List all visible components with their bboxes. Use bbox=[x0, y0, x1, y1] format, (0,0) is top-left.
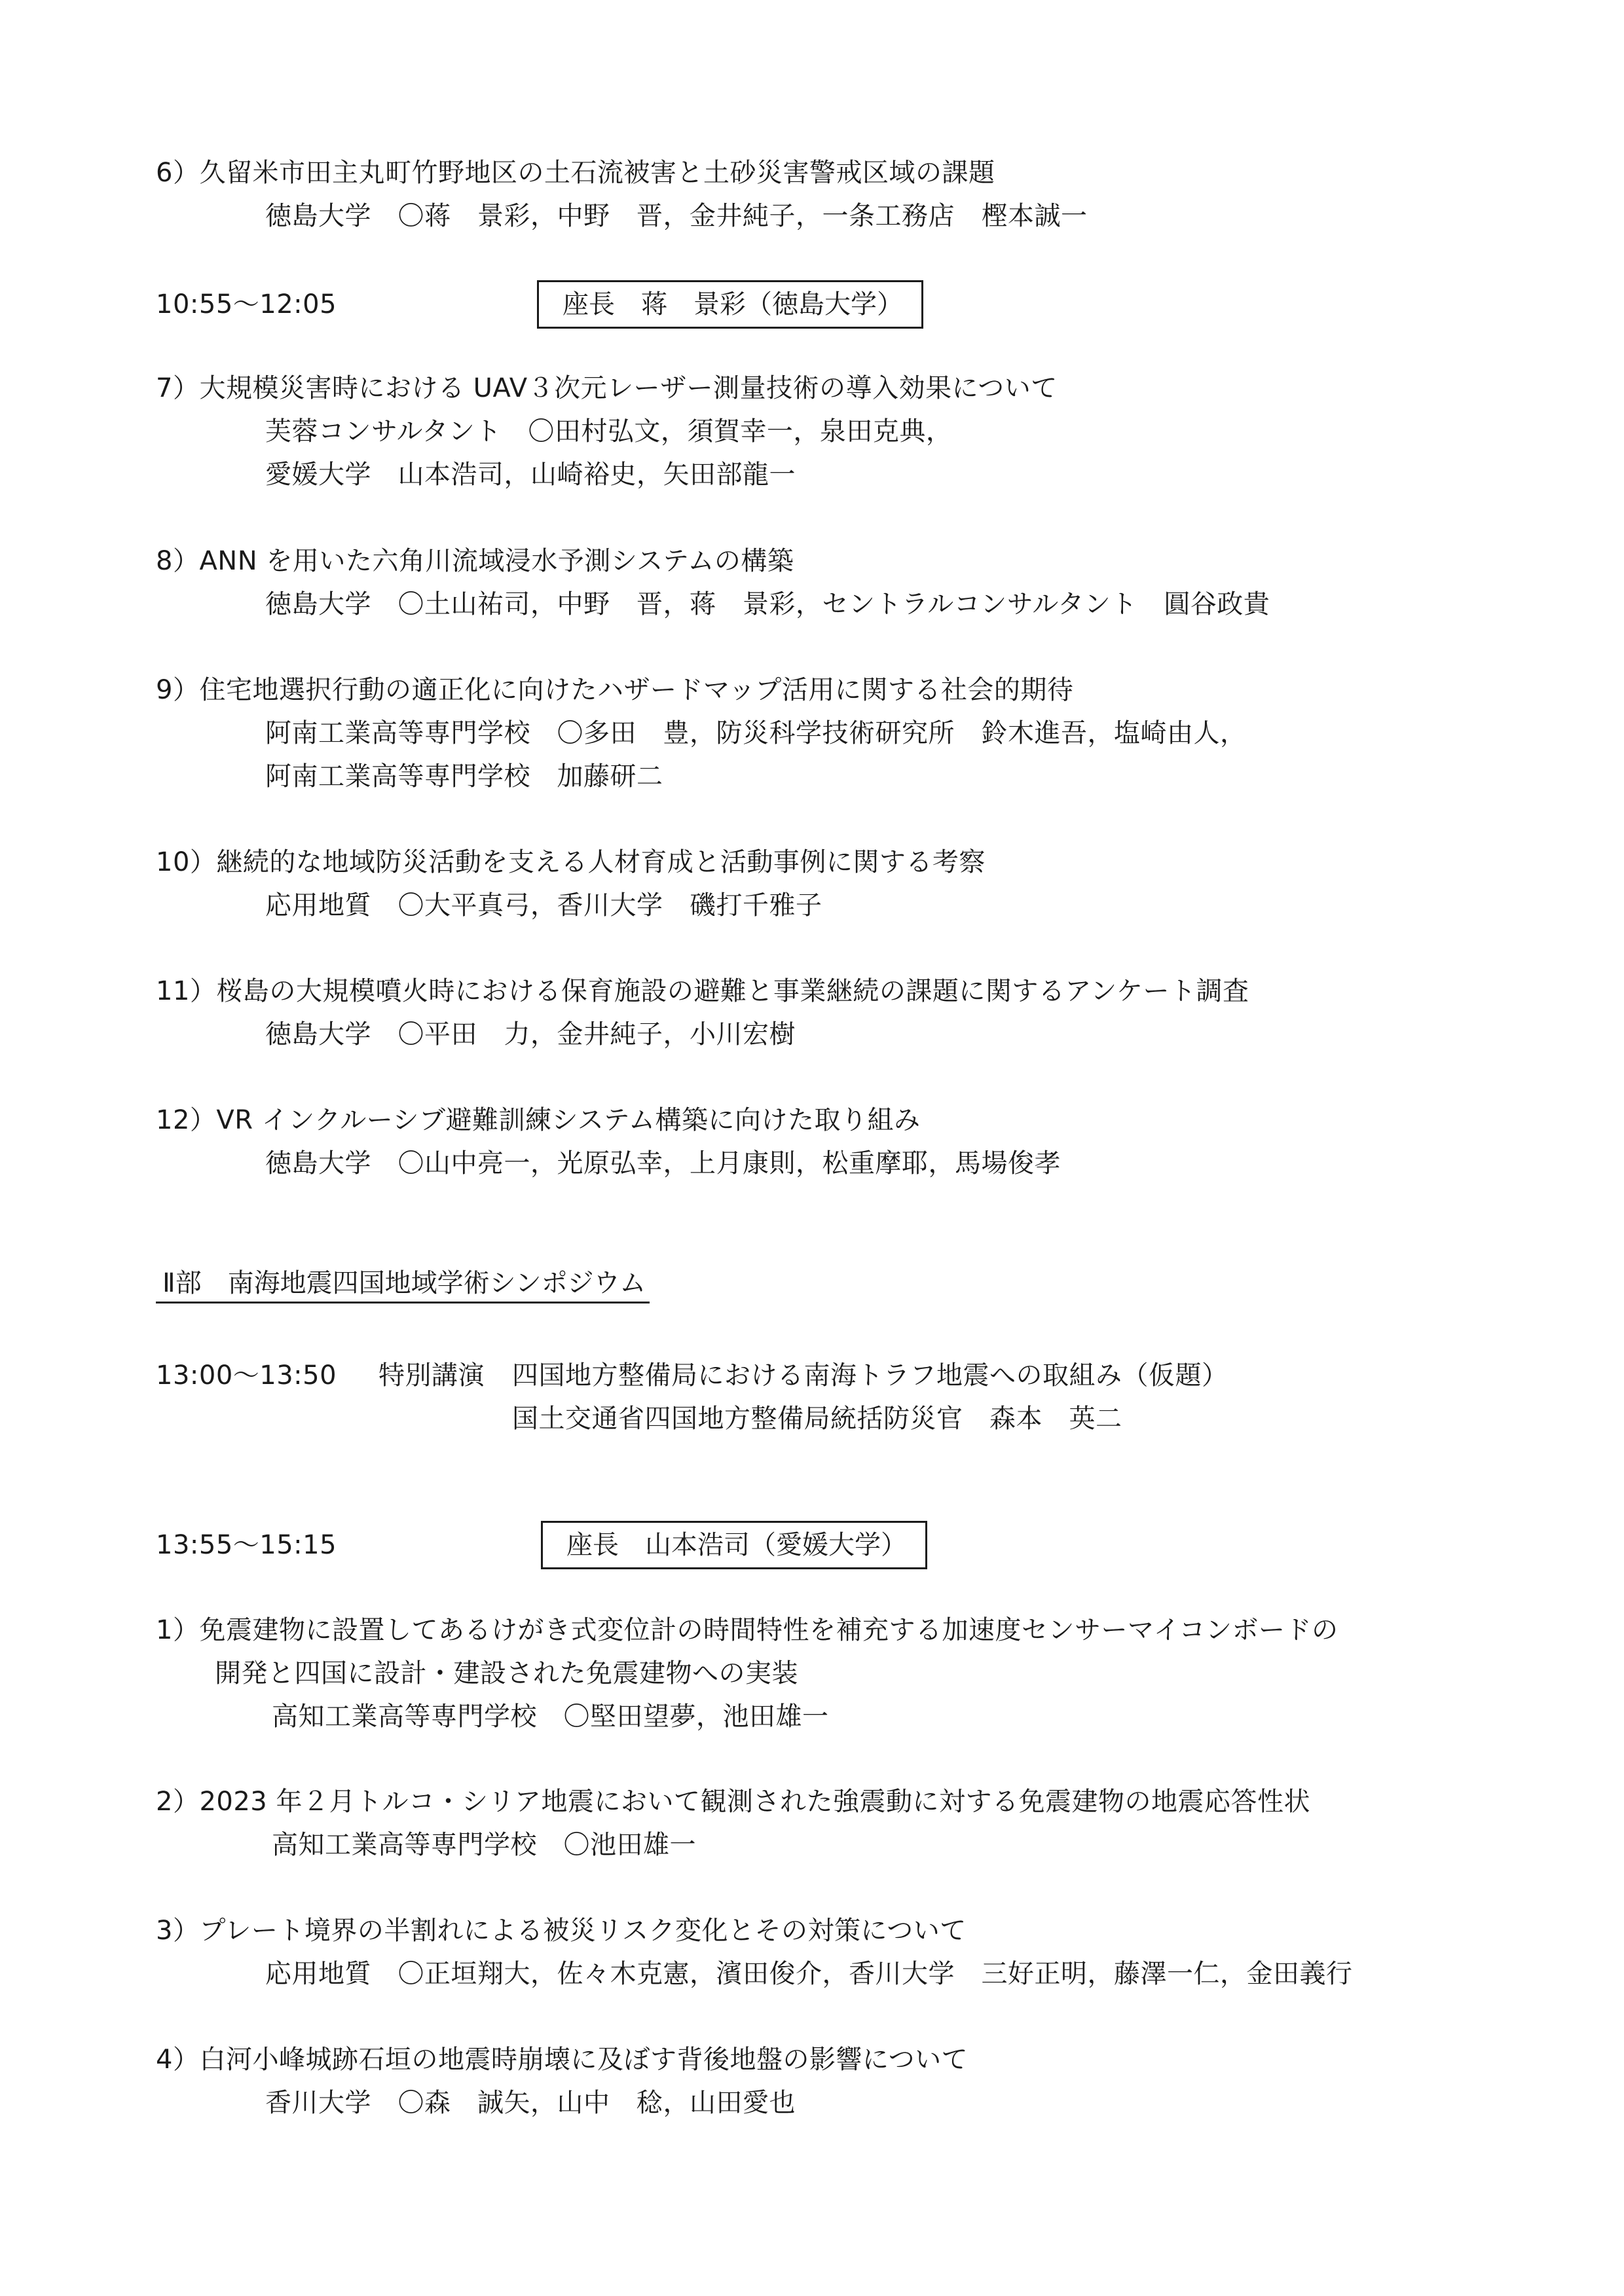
symposium-title-1: 1）免震建物に設置してあるけがき式変位計の時間特性を補充する加速度センサーマイコンボードの bbox=[156, 1615, 1338, 1645]
paper-title-9: 9）住宅地選択行動の適正化に向けたハザードマップ活用に関する社会的期待 bbox=[156, 675, 1074, 705]
part2-heading: Ⅱ部 南海地震四国地域学術シンポジウム bbox=[156, 1267, 650, 1303]
paper-authors-9b: 阿南工業高等専門学校 加藤研二 bbox=[265, 761, 663, 792]
chair-box-1: 座長 蒋 景彩（徳島大学） bbox=[537, 280, 923, 329]
chair-box-2: 座長 山本浩司（愛媛大学） bbox=[541, 1521, 927, 1569]
symposium-authors-3: 応用地質 〇正垣翔大，佐々木克憲，濱田俊介，香川大学 三好正明，藤澤一仁，金田義行 bbox=[265, 1959, 1353, 1989]
paper-title-12: 12）VR インクルーシブ避難訓練システム構築に向けた取り組み bbox=[156, 1105, 921, 1135]
lecture-title: 四国地方整備局における南海トラフ地震への取組み（仮題） bbox=[512, 1360, 1228, 1391]
paper-authors-8: 徳島大学 〇土山祐司，中野 晋，蒋 景彩，セントラルコンサルタント 圓谷政貴 bbox=[265, 589, 1270, 619]
paper-title-7: 7）大規模災害時における UAV３次元レーザー測量技術の導入効果について bbox=[156, 373, 1058, 403]
session-time-2: 13:55～15:15 bbox=[156, 1530, 337, 1560]
symposium-title-3: 3）プレート境界の半割れによる被災リスク変化とその対策について bbox=[156, 1916, 967, 1946]
symposium-authors-2: 高知工業高等専門学校 〇池田雄一 bbox=[272, 1830, 696, 1860]
paper-title-8: 8）ANN を用いた六角川流域浸水予測システムの構築 bbox=[156, 546, 794, 576]
lecture-speaker: 国土交通省四国地方整備局統括防災官 森本 英二 bbox=[512, 1404, 1122, 1434]
symposium-title-4: 4）白河小峰城跡石垣の地震時崩壊に及ぼす背後地盤の影響について bbox=[156, 2045, 969, 2075]
paper-authors-11: 徳島大学 〇平田 力，金井純子，小川宏樹 bbox=[265, 1019, 796, 1049]
paper-authors-10: 応用地質 〇大平真弓，香川大学 磯打千雅子 bbox=[265, 890, 822, 920]
lecture-label: 特別講演 bbox=[378, 1360, 485, 1391]
paper-authors-6: 徳島大学 〇蒋 景彩，中野 晋，金井純子，一条工務店 樫本誠一 bbox=[265, 201, 1088, 231]
paper-title-11: 11）桜島の大規模噴火時における保育施設の避難と事業継続の課題に関するアンケート調査 bbox=[156, 976, 1249, 1006]
session-time-1: 10:55～12:05 bbox=[156, 289, 337, 319]
symposium-authors-1: 高知工業高等専門学校 〇堅田望夢，池田雄一 bbox=[272, 1702, 829, 1732]
paper-authors-9a: 阿南工業高等専門学校 〇多田 豊，防災科学技術研究所 鈴木進吾，塩崎由人， bbox=[265, 718, 1247, 748]
paper-authors-12: 徳島大学 〇山中亮一，光原弘幸，上月康則，松重摩耶，馬場俊孝 bbox=[265, 1148, 1061, 1178]
symposium-title-2: 2）2023 年２月トルコ・シリア地震において観測された強震動に対する免震建物の地震応答性状 bbox=[156, 1787, 1310, 1817]
paper-authors-7a: 芙蓉コンサルタント 〇田村弘文，須賀幸一，泉田克典， bbox=[265, 416, 953, 446]
symposium-authors-4: 香川大学 〇森 誠矢，山中 稔，山田愛也 bbox=[265, 2088, 796, 2118]
paper-title-6: 6）久留米市田主丸町竹野地区の土石流被害と土砂災害警戒区域の課題 bbox=[156, 158, 995, 188]
paper-authors-7b: 愛媛大学 山本浩司，山崎裕史，矢田部龍一 bbox=[265, 460, 796, 490]
symposium-title-1-cont: 開発と四国に設計・建設された免震建物への実装 bbox=[215, 1658, 798, 1688]
lecture-time: 13:00～13:50 bbox=[156, 1360, 337, 1391]
paper-title-10: 10）継続的な地域防災活動を支える人材育成と活動事例に関する考察 bbox=[156, 847, 986, 877]
